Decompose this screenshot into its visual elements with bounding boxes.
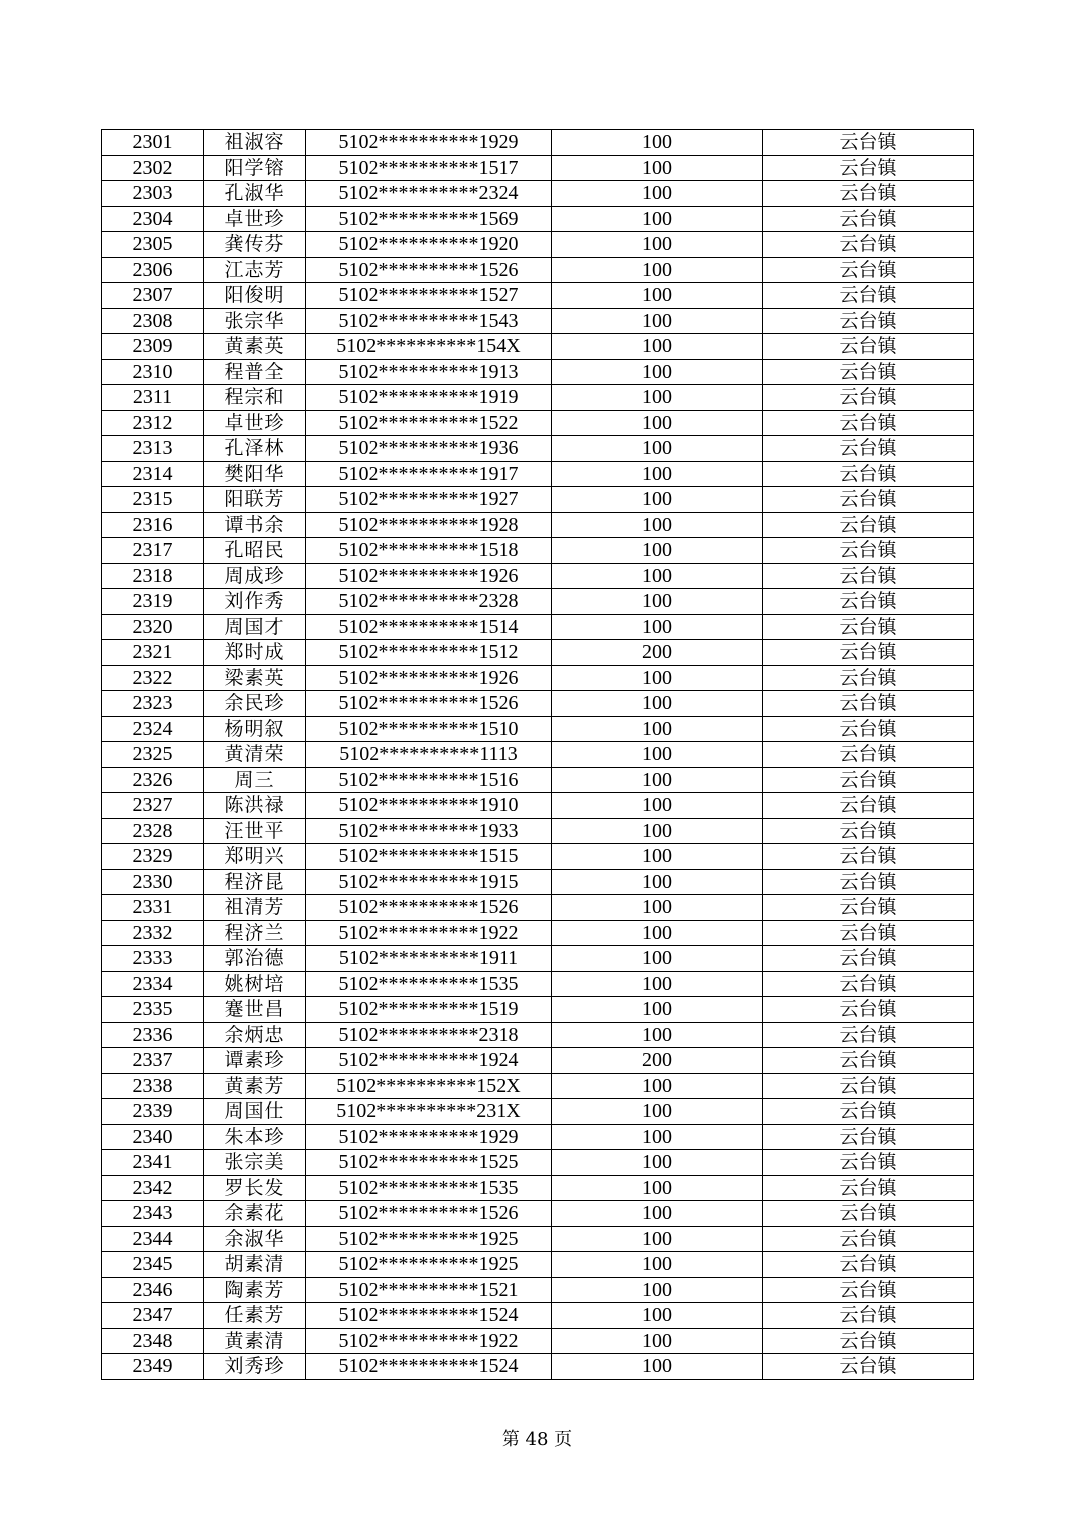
name-cell: 卓世珍 <box>204 206 306 232</box>
id-number-cell: 5102**********1526 <box>306 1201 552 1227</box>
amount-cell: 100 <box>552 818 763 844</box>
name-cell: 孔淑华 <box>204 181 306 207</box>
row-number-cell: 2341 <box>102 1150 204 1176</box>
amount-cell: 100 <box>552 946 763 972</box>
row-number-cell: 2330 <box>102 869 204 895</box>
id-number-cell: 5102**********1518 <box>306 538 552 564</box>
town-cell: 云台镇 <box>763 257 974 283</box>
table-row <box>102 563 974 589</box>
amount-cell: 100 <box>552 1073 763 1099</box>
town-cell: 云台镇 <box>763 487 974 513</box>
row-number-cell: 2311 <box>102 385 204 411</box>
table-row <box>102 181 974 207</box>
id-number-cell: 5102**********1929 <box>306 130 552 156</box>
amount-cell: 100 <box>552 436 763 462</box>
roster-table-body <box>102 130 974 1380</box>
town-cell: 云台镇 <box>763 946 974 972</box>
name-cell: 谭素珍 <box>204 1048 306 1074</box>
row-number-cell: 2310 <box>102 359 204 385</box>
id-number-cell: 5102**********1929 <box>306 1124 552 1150</box>
table-row <box>102 359 974 385</box>
name-cell: 余素花 <box>204 1201 306 1227</box>
name-cell: 祖淑容 <box>204 130 306 156</box>
amount-cell: 200 <box>552 640 763 666</box>
row-number-cell: 2332 <box>102 920 204 946</box>
amount-cell: 100 <box>552 793 763 819</box>
town-cell: 云台镇 <box>763 614 974 640</box>
row-number-cell: 2305 <box>102 232 204 258</box>
id-number-cell: 5102**********1926 <box>306 665 552 691</box>
table-row <box>102 232 974 258</box>
id-number-cell: 5102**********1933 <box>306 818 552 844</box>
table-row <box>102 308 974 334</box>
id-number-cell: 5102**********1535 <box>306 971 552 997</box>
name-cell: 罗长发 <box>204 1175 306 1201</box>
name-cell: 陈洪禄 <box>204 793 306 819</box>
id-number-cell: 5102**********1920 <box>306 232 552 258</box>
table-row <box>102 410 974 436</box>
id-number-cell: 5102**********1936 <box>306 436 552 462</box>
town-cell: 云台镇 <box>763 1328 974 1354</box>
row-number-cell: 2326 <box>102 767 204 793</box>
amount-cell: 100 <box>552 1150 763 1176</box>
row-number-cell: 2315 <box>102 487 204 513</box>
row-number-cell: 2348 <box>102 1328 204 1354</box>
id-number-cell: 5102**********231X <box>306 1099 552 1125</box>
table-row <box>102 283 974 309</box>
town-cell: 云台镇 <box>763 308 974 334</box>
name-cell: 黄素芳 <box>204 1073 306 1099</box>
id-number-cell: 5102**********1524 <box>306 1354 552 1380</box>
amount-cell: 100 <box>552 767 763 793</box>
amount-cell: 200 <box>552 1048 763 1074</box>
row-number-cell: 2331 <box>102 895 204 921</box>
town-cell: 云台镇 <box>763 1277 974 1303</box>
row-number-cell: 2344 <box>102 1226 204 1252</box>
amount-cell: 100 <box>552 232 763 258</box>
table-row <box>102 869 974 895</box>
amount-cell: 100 <box>552 181 763 207</box>
amount-cell: 100 <box>552 1175 763 1201</box>
amount-cell: 100 <box>552 1201 763 1227</box>
row-number-cell: 2312 <box>102 410 204 436</box>
town-cell: 云台镇 <box>763 920 974 946</box>
row-number-cell: 2327 <box>102 793 204 819</box>
id-number-cell: 5102**********1924 <box>306 1048 552 1074</box>
row-number-cell: 2340 <box>102 1124 204 1150</box>
id-number-cell: 5102**********1922 <box>306 920 552 946</box>
table-row <box>102 971 974 997</box>
town-cell: 云台镇 <box>763 665 974 691</box>
town-cell: 云台镇 <box>763 410 974 436</box>
amount-cell: 100 <box>552 1124 763 1150</box>
amount-cell: 100 <box>552 869 763 895</box>
name-cell: 刘作秀 <box>204 589 306 615</box>
table-row <box>102 691 974 717</box>
table-row <box>102 206 974 232</box>
table-row <box>102 742 974 768</box>
town-cell: 云台镇 <box>763 895 974 921</box>
table-row <box>102 1252 974 1278</box>
name-cell: 卓世珍 <box>204 410 306 436</box>
town-cell: 云台镇 <box>763 818 974 844</box>
row-number-cell: 2317 <box>102 538 204 564</box>
amount-cell: 100 <box>552 283 763 309</box>
id-number-cell: 5102**********2324 <box>306 181 552 207</box>
town-cell: 云台镇 <box>763 1150 974 1176</box>
town-cell: 云台镇 <box>763 1226 974 1252</box>
row-number-cell: 2308 <box>102 308 204 334</box>
table-row <box>102 1048 974 1074</box>
town-cell: 云台镇 <box>763 1252 974 1278</box>
table-row <box>102 1277 974 1303</box>
row-number-cell: 2314 <box>102 461 204 487</box>
table-row <box>102 614 974 640</box>
table-row <box>102 844 974 870</box>
town-cell: 云台镇 <box>763 181 974 207</box>
id-number-cell: 5102**********1527 <box>306 283 552 309</box>
row-number-cell: 2306 <box>102 257 204 283</box>
row-number-cell: 2335 <box>102 997 204 1023</box>
row-number-cell: 2319 <box>102 589 204 615</box>
row-number-cell: 2334 <box>102 971 204 997</box>
name-cell: 陶素芳 <box>204 1277 306 1303</box>
id-number-cell: 5102**********1919 <box>306 385 552 411</box>
row-number-cell: 2316 <box>102 512 204 538</box>
town-cell: 云台镇 <box>763 1099 974 1125</box>
town-cell: 云台镇 <box>763 130 974 156</box>
town-cell: 云台镇 <box>763 1354 974 1380</box>
id-number-cell: 5102**********1521 <box>306 1277 552 1303</box>
table-row <box>102 512 974 538</box>
table-row <box>102 334 974 360</box>
amount-cell: 100 <box>552 334 763 360</box>
id-number-cell: 5102**********1525 <box>306 1150 552 1176</box>
row-number-cell: 2339 <box>102 1099 204 1125</box>
town-cell: 云台镇 <box>763 1022 974 1048</box>
id-number-cell: 5102**********1925 <box>306 1252 552 1278</box>
row-number-cell: 2325 <box>102 742 204 768</box>
id-number-cell: 5102**********1512 <box>306 640 552 666</box>
table-row <box>102 640 974 666</box>
name-cell: 周成珍 <box>204 563 306 589</box>
row-number-cell: 2346 <box>102 1277 204 1303</box>
town-cell: 云台镇 <box>763 563 974 589</box>
amount-cell: 100 <box>552 1277 763 1303</box>
row-number-cell: 2323 <box>102 691 204 717</box>
town-cell: 云台镇 <box>763 1073 974 1099</box>
name-cell: 龚传芬 <box>204 232 306 258</box>
town-cell: 云台镇 <box>763 1303 974 1329</box>
table-row <box>102 1226 974 1252</box>
id-number-cell: 5102**********1569 <box>306 206 552 232</box>
row-number-cell: 2301 <box>102 130 204 156</box>
amount-cell: 100 <box>552 130 763 156</box>
name-cell: 余炳忠 <box>204 1022 306 1048</box>
town-cell: 云台镇 <box>763 742 974 768</box>
row-number-cell: 2322 <box>102 665 204 691</box>
table-row <box>102 920 974 946</box>
town-cell: 云台镇 <box>763 283 974 309</box>
amount-cell: 100 <box>552 589 763 615</box>
row-number-cell: 2343 <box>102 1201 204 1227</box>
name-cell: 周国仕 <box>204 1099 306 1125</box>
id-number-cell: 5102**********1526 <box>306 691 552 717</box>
amount-cell: 100 <box>552 512 763 538</box>
name-cell: 樊阳华 <box>204 461 306 487</box>
amount-cell: 100 <box>552 895 763 921</box>
table-row <box>102 767 974 793</box>
name-cell: 郑时成 <box>204 640 306 666</box>
name-cell: 郭治德 <box>204 946 306 972</box>
table-row <box>102 1201 974 1227</box>
amount-cell: 100 <box>552 385 763 411</box>
row-number-cell: 2304 <box>102 206 204 232</box>
name-cell: 黄清荣 <box>204 742 306 768</box>
town-cell: 云台镇 <box>763 385 974 411</box>
name-cell: 孔昭民 <box>204 538 306 564</box>
table-row <box>102 461 974 487</box>
id-number-cell: 5102**********1911 <box>306 946 552 972</box>
name-cell: 黄素英 <box>204 334 306 360</box>
town-cell: 云台镇 <box>763 793 974 819</box>
town-cell: 云台镇 <box>763 436 974 462</box>
name-cell: 任素芳 <box>204 1303 306 1329</box>
id-number-cell: 5102**********1510 <box>306 716 552 742</box>
name-cell: 程济昆 <box>204 869 306 895</box>
name-cell: 谭书余 <box>204 512 306 538</box>
table-row <box>102 1328 974 1354</box>
name-cell: 汪世平 <box>204 818 306 844</box>
table-row <box>102 257 974 283</box>
name-cell: 梁素英 <box>204 665 306 691</box>
amount-cell: 100 <box>552 563 763 589</box>
table-row <box>102 130 974 156</box>
name-cell: 杨明叙 <box>204 716 306 742</box>
id-number-cell: 5102**********1516 <box>306 767 552 793</box>
name-cell: 张宗华 <box>204 308 306 334</box>
id-number-cell: 5102**********1915 <box>306 869 552 895</box>
town-cell: 云台镇 <box>763 869 974 895</box>
id-number-cell: 5102**********2328 <box>306 589 552 615</box>
id-number-cell: 5102**********1515 <box>306 844 552 870</box>
town-cell: 云台镇 <box>763 232 974 258</box>
id-number-cell: 5102**********1526 <box>306 895 552 921</box>
row-number-cell: 2338 <box>102 1073 204 1099</box>
row-number-cell: 2324 <box>102 716 204 742</box>
table-row <box>102 487 974 513</box>
table-row <box>102 1124 974 1150</box>
amount-cell: 100 <box>552 257 763 283</box>
id-number-cell: 5102**********1524 <box>306 1303 552 1329</box>
id-number-cell: 5102**********1927 <box>306 487 552 513</box>
name-cell: 余民珍 <box>204 691 306 717</box>
amount-cell: 100 <box>552 410 763 436</box>
table-row <box>102 1150 974 1176</box>
table-row <box>102 793 974 819</box>
table-row <box>102 538 974 564</box>
id-number-cell: 5102**********1526 <box>306 257 552 283</box>
id-number-cell: 5102**********1519 <box>306 997 552 1023</box>
row-number-cell: 2320 <box>102 614 204 640</box>
id-number-cell: 5102**********1928 <box>306 512 552 538</box>
town-cell: 云台镇 <box>763 844 974 870</box>
town-cell: 云台镇 <box>763 589 974 615</box>
name-cell: 蹇世昌 <box>204 997 306 1023</box>
table-row <box>102 716 974 742</box>
town-cell: 云台镇 <box>763 461 974 487</box>
name-cell: 胡素清 <box>204 1252 306 1278</box>
name-cell: 祖清芳 <box>204 895 306 921</box>
name-cell: 程宗和 <box>204 385 306 411</box>
row-number-cell: 2303 <box>102 181 204 207</box>
row-number-cell: 2345 <box>102 1252 204 1278</box>
name-cell: 周三 <box>204 767 306 793</box>
row-number-cell: 2318 <box>102 563 204 589</box>
town-cell: 云台镇 <box>763 538 974 564</box>
row-number-cell: 2329 <box>102 844 204 870</box>
amount-cell: 100 <box>552 691 763 717</box>
table-row <box>102 155 974 181</box>
amount-cell: 100 <box>552 1226 763 1252</box>
table-row <box>102 589 974 615</box>
id-number-cell: 5102**********1917 <box>306 461 552 487</box>
id-number-cell: 5102**********1925 <box>306 1226 552 1252</box>
name-cell: 张宗美 <box>204 1150 306 1176</box>
amount-cell: 100 <box>552 716 763 742</box>
id-number-cell: 5102**********152X <box>306 1073 552 1099</box>
amount-cell: 100 <box>552 1354 763 1380</box>
amount-cell: 100 <box>552 1022 763 1048</box>
amount-cell: 100 <box>552 1252 763 1278</box>
amount-cell: 100 <box>552 487 763 513</box>
name-cell: 阳俊明 <box>204 283 306 309</box>
amount-cell: 100 <box>552 1303 763 1329</box>
name-cell: 朱本珍 <box>204 1124 306 1150</box>
table-row <box>102 946 974 972</box>
town-cell: 云台镇 <box>763 997 974 1023</box>
town-cell: 云台镇 <box>763 155 974 181</box>
town-cell: 云台镇 <box>763 640 974 666</box>
town-cell: 云台镇 <box>763 1175 974 1201</box>
amount-cell: 100 <box>552 308 763 334</box>
amount-cell: 100 <box>552 155 763 181</box>
table-row <box>102 665 974 691</box>
id-number-cell: 5102**********1113 <box>306 742 552 768</box>
roster-table <box>101 129 974 1380</box>
id-number-cell: 5102**********1913 <box>306 359 552 385</box>
amount-cell: 100 <box>552 997 763 1023</box>
name-cell: 程济兰 <box>204 920 306 946</box>
amount-cell: 100 <box>552 665 763 691</box>
table-row <box>102 1354 974 1380</box>
amount-cell: 100 <box>552 359 763 385</box>
amount-cell: 100 <box>552 742 763 768</box>
table-row <box>102 997 974 1023</box>
id-number-cell: 5102**********1517 <box>306 155 552 181</box>
name-cell: 郑明兴 <box>204 844 306 870</box>
id-number-cell: 5102**********154X <box>306 334 552 360</box>
id-number-cell: 5102**********1543 <box>306 308 552 334</box>
row-number-cell: 2349 <box>102 1354 204 1380</box>
amount-cell: 100 <box>552 538 763 564</box>
name-cell: 刘秀珍 <box>204 1354 306 1380</box>
amount-cell: 100 <box>552 206 763 232</box>
amount-cell: 100 <box>552 844 763 870</box>
row-number-cell: 2313 <box>102 436 204 462</box>
town-cell: 云台镇 <box>763 1201 974 1227</box>
town-cell: 云台镇 <box>763 359 974 385</box>
row-number-cell: 2333 <box>102 946 204 972</box>
town-cell: 云台镇 <box>763 691 974 717</box>
row-number-cell: 2321 <box>102 640 204 666</box>
name-cell: 江志芳 <box>204 257 306 283</box>
table-row <box>102 385 974 411</box>
amount-cell: 100 <box>552 971 763 997</box>
table-row <box>102 1303 974 1329</box>
amount-cell: 100 <box>552 461 763 487</box>
row-number-cell: 2309 <box>102 334 204 360</box>
amount-cell: 100 <box>552 1328 763 1354</box>
id-number-cell: 5102**********1910 <box>306 793 552 819</box>
table-row <box>102 1022 974 1048</box>
row-number-cell: 2342 <box>102 1175 204 1201</box>
table-row <box>102 895 974 921</box>
row-number-cell: 2337 <box>102 1048 204 1074</box>
page-number: 第 48 页 <box>501 1429 573 1450</box>
amount-cell: 100 <box>552 1099 763 1125</box>
name-cell: 阳学镕 <box>204 155 306 181</box>
name-cell: 黄素清 <box>204 1328 306 1354</box>
id-number-cell: 5102**********1514 <box>306 614 552 640</box>
row-number-cell: 2307 <box>102 283 204 309</box>
row-number-cell: 2328 <box>102 818 204 844</box>
name-cell: 阳联芳 <box>204 487 306 513</box>
town-cell: 云台镇 <box>763 512 974 538</box>
amount-cell: 100 <box>552 920 763 946</box>
name-cell: 余淑华 <box>204 1226 306 1252</box>
name-cell: 姚树培 <box>204 971 306 997</box>
town-cell: 云台镇 <box>763 1048 974 1074</box>
town-cell: 云台镇 <box>763 971 974 997</box>
row-number-cell: 2347 <box>102 1303 204 1329</box>
id-number-cell: 5102**********1926 <box>306 563 552 589</box>
id-number-cell: 5102**********1522 <box>306 410 552 436</box>
row-number-cell: 2336 <box>102 1022 204 1048</box>
table-row <box>102 1099 974 1125</box>
table-row <box>102 1073 974 1099</box>
id-number-cell: 5102**********1535 <box>306 1175 552 1201</box>
name-cell: 周国才 <box>204 614 306 640</box>
id-number-cell: 5102**********1922 <box>306 1328 552 1354</box>
name-cell: 程普全 <box>204 359 306 385</box>
table-row <box>102 818 974 844</box>
town-cell: 云台镇 <box>763 334 974 360</box>
id-number-cell: 5102**********2318 <box>306 1022 552 1048</box>
town-cell: 云台镇 <box>763 206 974 232</box>
town-cell: 云台镇 <box>763 1124 974 1150</box>
row-number-cell: 2302 <box>102 155 204 181</box>
table-row <box>102 436 974 462</box>
name-cell: 孔泽林 <box>204 436 306 462</box>
town-cell: 云台镇 <box>763 716 974 742</box>
table-row <box>102 1175 974 1201</box>
town-cell: 云台镇 <box>763 767 974 793</box>
amount-cell: 100 <box>552 614 763 640</box>
